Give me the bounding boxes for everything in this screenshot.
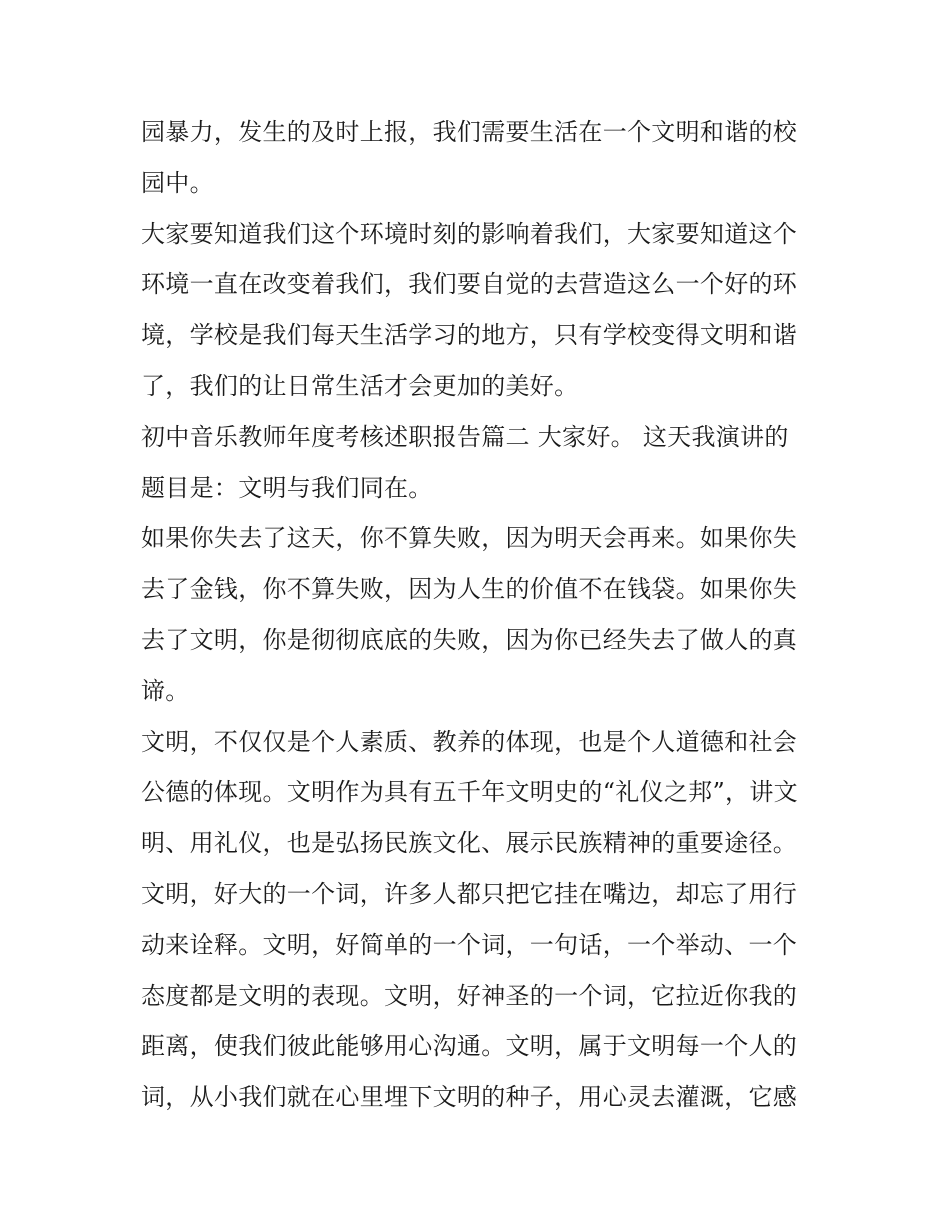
text-line: 文明，好大的一个词，许多人都只把它挂在嘴边，却忘了用行 <box>141 879 798 908</box>
text-line: 园中。 <box>141 168 214 197</box>
text-line: 境，学校是我们每天生活学习的地方，只有学校变得文明和谐 <box>141 321 798 350</box>
text-line: 去了金钱，你不算失败，因为人生的价值不在钱袋。如果你失 <box>141 575 798 604</box>
text-line: 题目是：文明与我们同在。 <box>141 473 433 502</box>
text-line: 园暴力，发生的及时上报，我们需要生活在一个文明和谐的校 <box>141 118 798 146</box>
text-line: 初中音乐教师年度考核述职报告篇二 大家好。 这天我演讲的 <box>141 422 789 451</box>
text-line: 如果你失去了这天，你不算失败，因为明天会再来。如果你失 <box>141 524 798 553</box>
text-line: 动来诠释。文明，好简单的一个词，一句话，一个举动、一个 <box>141 930 798 959</box>
text-line: 了，我们的让日常生活才会更加的美好。 <box>141 371 579 400</box>
text-line: 文明，不仅仅是个人素质、教养的体现，也是个人道德和社会 <box>141 727 798 756</box>
text-line: 态度都是文明的表现。文明，好神圣的一个词，它拉近你我的 <box>141 981 798 1010</box>
text-line: 谛。 <box>141 676 190 705</box>
text-line: 明、用礼仪，也是弘扬民族文化、展示民族精神的重要途径。 <box>141 829 798 858</box>
text-line: 公德的体现。文明作为具有五千年文明史的“礼仪之邦”，讲文 <box>141 778 798 807</box>
text-line: 环境一直在改变着我们，我们要自觉的去营造这么一个好的环 <box>141 270 798 299</box>
text-line: 词，从小我们就在心里埋下文明的种子，用心灵去灌溉，它感 <box>141 1083 798 1112</box>
text-line: 大家要知道我们这个环境时刻的影响着我们，大家要知道这个 <box>141 219 798 248</box>
text-line: 距离，使我们彼此能够用心沟通。文明，属于文明每一个人的 <box>141 1032 798 1061</box>
body-text <box>141 107 821 1123</box>
text-line: 去了文明，你是彻彻底底的失败，因为你已经失去了做人的真 <box>141 625 798 654</box>
